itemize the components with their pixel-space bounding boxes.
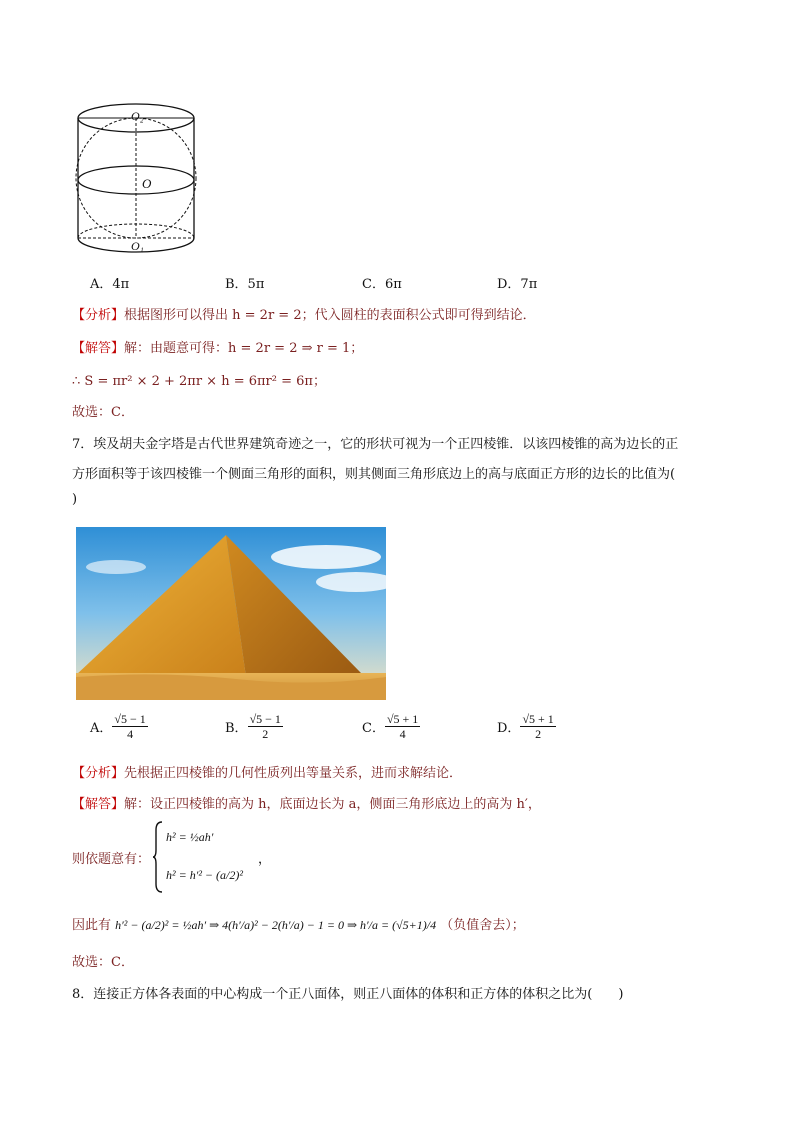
q7-option-a	[90, 712, 148, 741]
q7-option-c-fraction	[385, 712, 420, 741]
q6-analysis	[72, 304, 536, 323]
numerator: √5 + 1	[522, 712, 554, 726]
q6-option-c: C．6π	[362, 277, 402, 292]
numerator: √5 − 1	[249, 712, 281, 726]
q7-option-a-letter: A．	[90, 721, 113, 736]
analysis-text: 先根据正四棱锥的几何性质列出等量关系，进而求解结论．	[124, 766, 463, 781]
analysis-tag: 【分析】	[72, 308, 125, 323]
q6-option-b: B．5π	[225, 277, 265, 292]
q7-option-b-fraction	[248, 712, 283, 741]
q7-derivation	[72, 914, 525, 933]
analysis-tag: 【分析】	[72, 766, 125, 781]
label-o1: O₁	[131, 239, 144, 253]
solution-tag: 【解答】	[72, 341, 125, 356]
derive-note: （负值舍去）；	[440, 918, 525, 933]
q6-solution	[72, 337, 363, 356]
denominator: 4	[127, 727, 134, 741]
q7-option-d-letter: D．	[497, 721, 521, 736]
solution-tag: 【解答】	[72, 797, 125, 812]
q6-solution-line-2: ∴ S = πr² × 2 + 2πr × h = 6πr² = 6π；	[72, 374, 326, 389]
denominator: 4	[399, 727, 406, 741]
derive-prefix: 因此有	[72, 918, 112, 933]
solution-line-1: 解：由题意可得：h = 2r = 2 ⇒ r = 1；	[124, 341, 364, 356]
pyramid-photo	[76, 527, 386, 700]
q7-stem-line-2: 方形面积等于该四棱锥一个侧面三角形的面积，则其侧面三角形底边上的高与底面正方形的边长的比值为(	[72, 467, 676, 482]
q6-choice: 故选：C．	[72, 405, 134, 420]
q7-stem-line-1: 7．埃及胡夫金字塔是古代世界建筑奇迹之一，它的形状可视为一个正四棱锥．以该四棱锥的高为边长的正	[72, 437, 679, 452]
q7-option-c-letter: C．	[362, 721, 385, 736]
system-eq-1: h² = ½ah′	[166, 830, 214, 844]
q7-option-a-fraction	[112, 712, 147, 741]
system-prefix: 则依题意有：	[72, 852, 151, 867]
denominator: 2	[535, 727, 542, 741]
q8-stem: 8．连接正方体各表面的中心构成一个正八面体，则正八面体的体积和正方体的体积之比为( )	[72, 987, 624, 1002]
q7-option-b-letter: B．	[225, 721, 248, 736]
q7-solution	[72, 793, 541, 812]
numerator: √5 + 1	[386, 712, 419, 726]
denominator: 2	[262, 727, 269, 741]
analysis-text: 根据图形可以得出 h = 2r = 2；代入圆柱的表面积公式即可得到结论．	[124, 308, 536, 323]
numerator: √5 − 1	[114, 712, 146, 726]
q7-analysis	[72, 762, 462, 781]
system-eq-2: h² = h′² − (a/2)²	[166, 868, 243, 882]
q7-option-d	[497, 712, 556, 741]
label-o: O	[142, 176, 152, 191]
q6-option-a: A．4π	[90, 277, 130, 292]
q7-option-b	[225, 712, 283, 741]
left-brace-icon	[152, 820, 164, 894]
q6-option-d: D．7π	[497, 277, 538, 292]
solution-line-1: 解：设正四棱锥的高为 h，底面边长为 a，侧面三角形底边上的高为 h′，	[124, 797, 541, 812]
q7-stem-line-3: )	[72, 492, 78, 507]
q7-option-d-fraction	[520, 712, 555, 741]
derive-expression: h′² − (a/2)² = ½ah′ ⇒ 4(h′/a)² − 2(h′/a) − 1 = 0 ⇒ h′/a = (√5+1)/4	[115, 918, 437, 932]
q7-choice: 故选：C．	[72, 955, 134, 970]
system-suffix: ，	[258, 852, 272, 867]
label-o2: O₂	[131, 109, 144, 123]
q7-option-c	[362, 712, 420, 741]
